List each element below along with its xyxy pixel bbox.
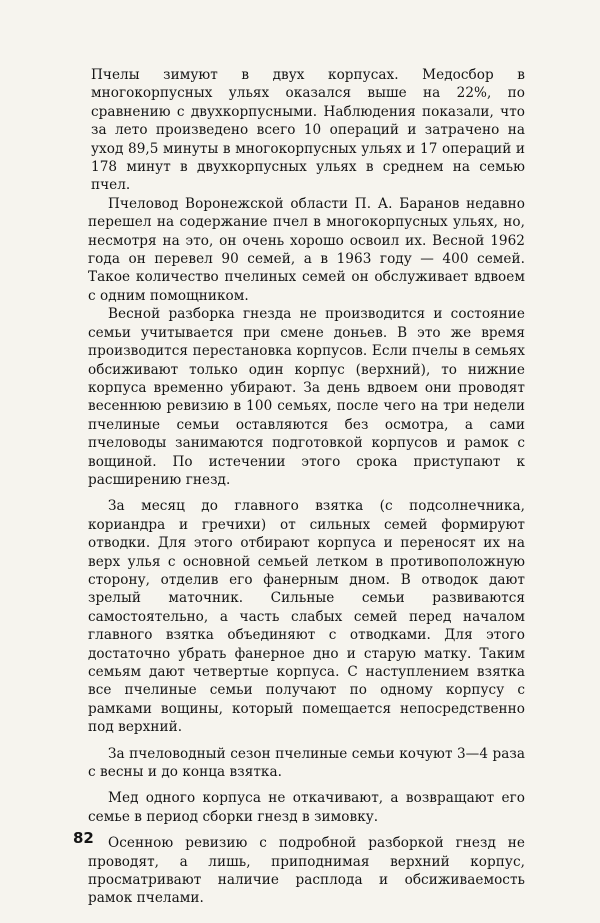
paragraph-6: Мед одного корпуса не откачивают, а возвращают его семье в период сборки гнезд в зимовку.	[88, 790, 525, 825]
paragraph-2: Пчеловод Воронежской области П. А. Баранов недавно перешел на содержание пчел в многокорпусных ульях, но, несмотря на это, он очень хорошо освоил их. Весной 1962 года он перевел 90 семей, а в 1963 году — 400 семей. Такое количество пчелиных семей он обслуживает вдвоем с одним помощником.	[88, 195, 525, 304]
paragraph-7: Осенною ревизию с подробной разборкой гнезд не проводят, а лишь, приподнимая верхний корпус, просматривают наличие расплода и обсиживаемость рамок пчелами.	[88, 835, 525, 907]
paragraph-1: Пчелы зимуют в двух корпусах. Медосбор в многокорпусных ульях оказался выше на 22%, по сравнению с двухкорпусными. Наблюдения показали, что за лето произведено всего 10 операций и затрачено на уход 89,5 минуты в многокорпусных ульях и 17 операций и 178 минут в двухкорпусных ульях в среднем на семью пчел.	[91, 67, 525, 194]
paragraph-3: Весной разборка гнезда не производится и состояние семьи учитывается при смене доньев. В это же время производится перестановка корпусов. Если пчелы в семьях обсиживают только один корпус (верхний), то нижние корпуса временно убирают. За день вдвоем они проводят весеннюю ревизию в 100 семьях, после чего на три недели пчелиные семьи оставляются без осмотра, а сами пчеловоды занимаются подготовкой корпусов и рамок с вощиной. По истечении этого срока приступают к расширению гнезд.	[88, 306, 525, 488]
paragraph-4: За месяц до главного взятка (с подсолнечника, кориандра и гречихи) от сильных семей формируют отводки. Для этого отбирают корпуса и переносят их на верх улья с основной семьей летком в противоположную сторону, отделив его фанерным дном. В отводок дают зрелый маточник. Сильные семьи развиваются самостоятельно, а часть слабых семей перед началом главного взятка объединяют с отводками. Для этого достаточно убрать фанерное дно и старую матку. Таким семьям дают четвертые корпуса. С наступлением взятка все пчелиные семьи получают по одному корпусу с рамками вощины, который помещается непосредственно под верхний.	[88, 498, 525, 736]
paragraph-5: За пчеловодный сезон пчелиные семьи кочуют 3—4 раза с весны и до конца взятка.	[88, 745, 525, 781]
body-text	[88, 66, 525, 908]
page-number: 82	[73, 829, 94, 847]
